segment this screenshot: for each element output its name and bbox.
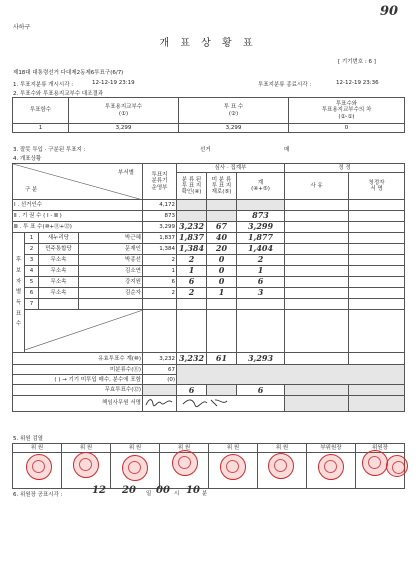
- sort-start-time: 12-12-19 23:19: [92, 80, 135, 86]
- committee-header: 위 원: [13, 444, 62, 453]
- district-label: 사하구: [13, 24, 31, 31]
- page-title: 개 표 상 황 표: [159, 38, 257, 49]
- announce-hour-unit: 시: [174, 491, 180, 497]
- blank-cell: [207, 200, 237, 211]
- candidate-hw-total: 6: [237, 277, 285, 288]
- header-bureau: 부서별: [118, 170, 134, 176]
- candidate-row: [13, 299, 405, 310]
- committee-header: 위 원: [209, 444, 258, 453]
- note-value: (0): [143, 375, 177, 385]
- blank-cell: [285, 200, 349, 211]
- side-label: 후 보 자 별 득 표 수: [13, 233, 25, 353]
- unsorted-value: 67: [143, 365, 177, 375]
- blank-cell: [207, 211, 237, 222]
- blank-cell: [349, 385, 405, 396]
- sort-end-time: 12-12-19 23:36: [336, 80, 379, 86]
- candidate-sort: 1: [143, 266, 177, 277]
- committee-seal: [26, 454, 52, 480]
- summary-cell: 0: [289, 124, 405, 133]
- blank-cell: [285, 299, 349, 310]
- blank-cell: [143, 385, 177, 396]
- sort-end-label: 투표지분류 종료시각 :: [258, 82, 312, 88]
- committee-seal: [122, 455, 148, 481]
- blank-cell: [177, 310, 207, 353]
- valid-label: 유효투표수 계(⑩): [13, 353, 143, 365]
- section-4-title: 4. 개표상황: [13, 156, 42, 162]
- note-label: ( ) → 기기 미투입 매수, 분수에 포함: [13, 375, 143, 385]
- blank-cell: [285, 211, 349, 222]
- candidate-hw-total: 3: [237, 288, 285, 299]
- blank-cell: [207, 385, 237, 396]
- summary-table: [12, 97, 405, 133]
- header-reason: 사 유: [285, 173, 349, 200]
- blank-cell: [177, 365, 405, 385]
- candidate-hw-unsorted: 1: [207, 288, 237, 299]
- blank-cell: [285, 255, 349, 266]
- cancel-strike: [25, 310, 143, 350]
- committee-header: 위 원: [111, 444, 160, 453]
- blank-cell: [285, 288, 349, 299]
- blank-cell: [349, 244, 405, 255]
- candidate-hw-review: 1,384: [177, 244, 207, 255]
- empty-candidate-rows: [13, 310, 405, 353]
- committee-header: 부위원장: [307, 444, 356, 453]
- blank-cell: [349, 211, 405, 222]
- candidate-hw-unsorted: 0: [207, 266, 237, 277]
- blank-cell: [349, 200, 405, 211]
- candidate-hw-review: 1: [177, 266, 207, 277]
- candidate-row: [13, 244, 405, 255]
- blank-cell: [39, 299, 79, 310]
- blank-cell: [207, 299, 237, 310]
- sort-start-label: 1. 투표지분류 개시시각 :: [13, 82, 74, 88]
- header-review-group: 심사 · 집계부: [177, 164, 285, 173]
- committee-seal: [220, 454, 246, 480]
- header-review: 분 류 된 투 표 지 확인(④): [177, 173, 207, 200]
- blank-cell: [349, 299, 405, 310]
- candidate-hw-total: 1: [237, 266, 285, 277]
- candidate-hw-unsorted: 20: [207, 244, 237, 255]
- blank-cell: [349, 288, 405, 299]
- announce-day-unit: 일: [146, 491, 152, 497]
- summary-cell: 3,299: [69, 124, 179, 133]
- valid-value: 3,232: [143, 353, 177, 365]
- candidate-no: 3: [25, 255, 39, 266]
- committee-seal: [73, 452, 99, 478]
- abstain-label: Ⅱ . 기 권 수 ( Ⅰ - Ⅲ ): [13, 211, 143, 222]
- summary-header: 투표함수: [13, 98, 69, 124]
- blank-cell: [285, 244, 349, 255]
- header-total: 계 (④+⑤): [237, 173, 285, 200]
- blank-cell: [285, 353, 349, 365]
- summary-cell: 1: [13, 124, 69, 133]
- section-5-title: 5. 위원 검열: [13, 436, 43, 442]
- candidate-name: 김소연: [79, 266, 143, 277]
- committee-header: 위 원: [62, 444, 111, 453]
- candidate-no: 4: [25, 266, 39, 277]
- candidate-sort: 1,837: [143, 233, 177, 244]
- blank-cell: [285, 396, 349, 411]
- candidate-row: [13, 277, 405, 288]
- blank-cell: [237, 310, 285, 353]
- candidate-no: 6: [25, 288, 39, 299]
- candidate-no: 7: [25, 299, 39, 310]
- blank-cell: [177, 200, 207, 211]
- candidate-name: 문재인: [79, 244, 143, 255]
- candidate-no: 1: [25, 233, 39, 244]
- votes-hw-total: 3,299: [237, 222, 285, 233]
- candidate-name: 김순자: [79, 288, 143, 299]
- blank-cell: [177, 299, 207, 310]
- blank-cell: [143, 310, 177, 353]
- section-3-election: 선거: [200, 147, 211, 153]
- valid-hw-unsorted: 61: [207, 353, 237, 365]
- sign-signature: [177, 396, 285, 411]
- blank-cell: [237, 200, 285, 211]
- header-signer: 청정자 서 명: [349, 173, 405, 200]
- blank-cell: [79, 299, 143, 310]
- summary-cell: 3,299: [179, 124, 289, 133]
- electors-value: 4,172: [143, 200, 177, 211]
- invalid-label: 무효투표수(⑫): [13, 385, 143, 396]
- blank-cell: [349, 353, 405, 365]
- electors-label: Ⅰ . 선거인수: [13, 200, 143, 211]
- section-3-count-unit: 매: [284, 147, 290, 153]
- section-3-label: 3. 잘못 투입 · 구분된 투표지 :: [13, 147, 86, 153]
- section-2-title: 2. 투표수와 투표용지교부수 대조결과: [13, 91, 104, 97]
- blank-cell: [143, 299, 177, 310]
- unsorted-label: 미분류수(⑪): [13, 365, 143, 375]
- votes-hw-unsorted: 67: [207, 222, 237, 233]
- candidate-party: 무소속: [39, 255, 79, 266]
- blank-cell: [207, 310, 237, 353]
- votes-label: Ⅲ . 투 표 수(⑩+⑪+⑫): [13, 222, 143, 233]
- committee-seal: [386, 455, 408, 477]
- header-correction: 정 정: [285, 164, 405, 173]
- candidate-hw-total: 2: [237, 255, 285, 266]
- announce-month: 12: [92, 485, 106, 496]
- candidate-party: 무소속: [39, 266, 79, 277]
- candidate-hw-review: 6: [177, 277, 207, 288]
- blank-cell: [25, 310, 143, 353]
- votes-value: 3,299: [143, 222, 177, 233]
- blank-cell: [285, 266, 349, 277]
- candidate-hw-unsorted: 40: [207, 233, 237, 244]
- blank-cell: [237, 299, 285, 310]
- form-number: [ 기기번호 : 6 ]: [338, 59, 376, 65]
- blank-cell: [349, 277, 405, 288]
- candidate-sort: 1,384: [143, 244, 177, 255]
- candidate-sort: 2: [143, 288, 177, 299]
- candidate-hw-total: 1,877: [237, 233, 285, 244]
- candidate-sort: 2: [143, 255, 177, 266]
- committee-seal: [268, 453, 294, 479]
- summary-header: 투표용지교부수 (①): [69, 98, 179, 124]
- committee-seal: [172, 450, 198, 476]
- blank-cell: [349, 310, 405, 353]
- candidate-no: 2: [25, 244, 39, 255]
- blank-cell: [349, 255, 405, 266]
- candidate-hw-unsorted: 0: [207, 255, 237, 266]
- valid-hw-total: 3,293: [237, 353, 285, 365]
- election-name: 제18대 대통령선거 다대제2동제6투표구(6/7): [13, 70, 124, 76]
- summary-header: 투 표 수 (②): [179, 98, 289, 124]
- blank-cell: [349, 396, 405, 411]
- sign-label: 책임사무원 서명: [13, 396, 143, 411]
- candidate-row: [13, 288, 405, 299]
- announce-minute-unit: 분: [202, 491, 208, 497]
- votes-hw-review: 3,232: [177, 222, 207, 233]
- committee-header: 위원장: [356, 444, 405, 453]
- abstain-value: 873: [143, 211, 177, 222]
- corner-header: [13, 164, 143, 200]
- blank-cell: [285, 233, 349, 244]
- invalid-hw-review: 6: [177, 385, 207, 396]
- candidate-hw-unsorted: 0: [207, 277, 237, 288]
- candidate-name: 박종선: [79, 255, 143, 266]
- corner-mark: 90: [380, 4, 399, 19]
- committee-seal: [318, 454, 344, 480]
- blank-cell: [285, 222, 349, 233]
- candidate-row: [13, 266, 405, 277]
- count-table: [12, 163, 405, 412]
- blank-cell: [349, 266, 405, 277]
- announce-day: 20: [122, 485, 136, 496]
- announce-minute: 10: [186, 485, 200, 496]
- committee-header: 위 원: [160, 444, 209, 453]
- candidate-name: 강지원: [79, 277, 143, 288]
- candidate-hw-review: 2: [177, 288, 207, 299]
- summary-header: 투표수와 투표용지교부수의 차 (②-①): [289, 98, 405, 124]
- candidate-hw-review: 1,837: [177, 233, 207, 244]
- candidate-name: 박근혜: [79, 233, 143, 244]
- candidate-party: 무소속: [39, 277, 79, 288]
- valid-hw-review: 3,232: [177, 353, 207, 365]
- header-gubun: 구 분: [25, 186, 38, 193]
- announce-label: 6. 위원장 공표시각 :: [13, 492, 63, 498]
- blank-cell: [285, 385, 349, 396]
- blank-cell: [285, 277, 349, 288]
- blank-cell: [177, 211, 207, 222]
- candidate-row: [13, 255, 405, 266]
- candidate-row: [13, 233, 405, 244]
- announce-hour: 00: [156, 485, 170, 496]
- blank-cell: [349, 233, 405, 244]
- committee-table: [12, 443, 405, 489]
- candidate-party: 민주통합당: [39, 244, 79, 255]
- header-sort-bureau: 투표지 분류기 운영부: [143, 164, 177, 200]
- candidate-party: 새누리당: [39, 233, 79, 244]
- header-unsorted: 미 분 류 투 표 지 재로(⑤): [207, 173, 237, 200]
- abstain-hw-total: 873: [237, 211, 285, 222]
- committee-header: 위 원: [258, 444, 307, 453]
- candidate-sort: 6: [143, 277, 177, 288]
- candidate-hw-total: 1,404: [237, 244, 285, 255]
- candidate-party: 무소속: [39, 288, 79, 299]
- candidate-hw-review: 2: [177, 255, 207, 266]
- sign-signature: [143, 396, 177, 411]
- invalid-hw-total: 6: [237, 385, 285, 396]
- candidate-no: 5: [25, 277, 39, 288]
- blank-cell: [349, 222, 405, 233]
- committee-seal: [362, 450, 388, 476]
- blank-cell: [285, 310, 349, 353]
